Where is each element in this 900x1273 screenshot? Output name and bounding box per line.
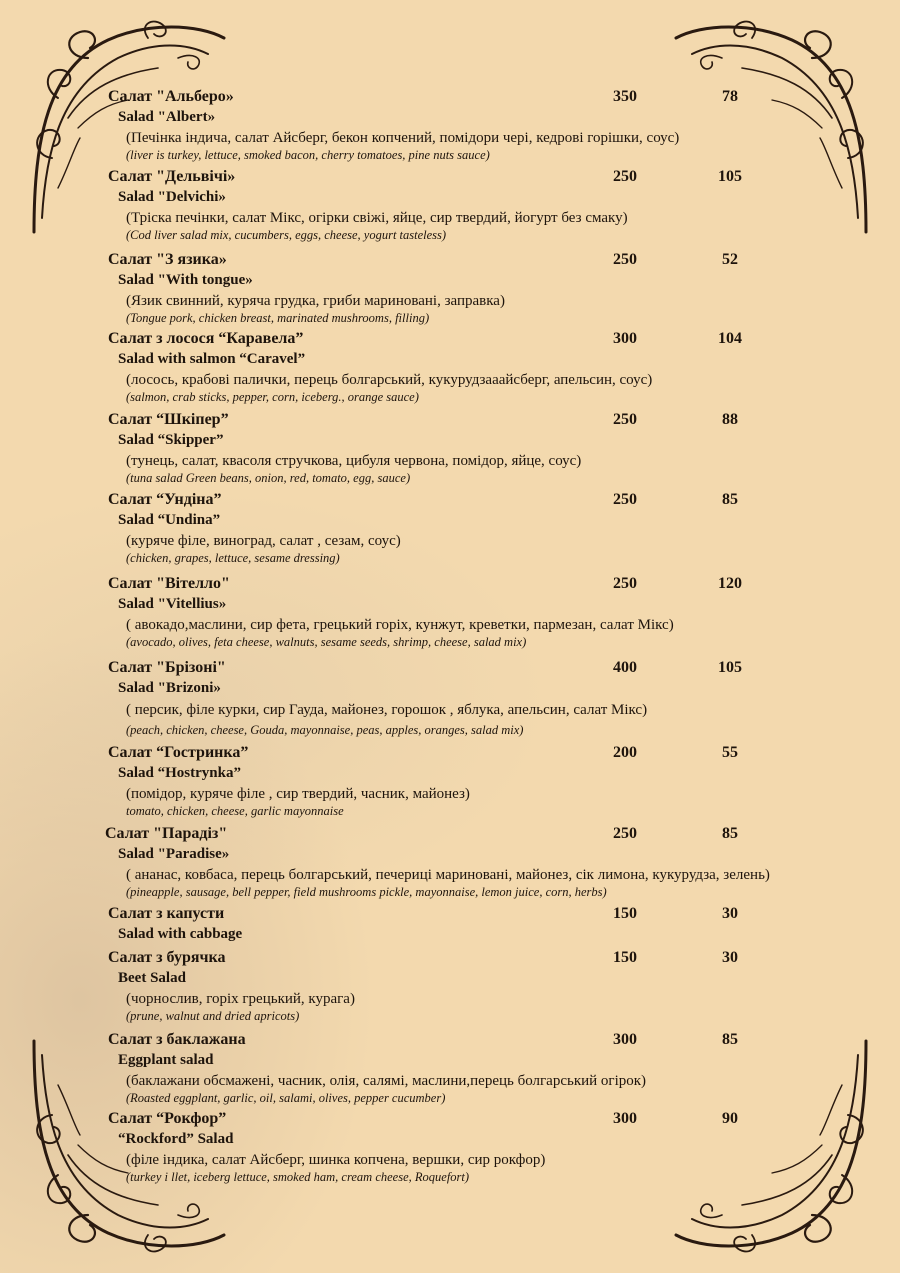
dish-name-english: Salad "Albert» (118, 109, 216, 125)
dish-weight: 300 (613, 330, 637, 347)
dish-price: 85 (722, 825, 738, 842)
dish-name: Салат з бурячка (108, 949, 226, 966)
dish-weight: 300 (613, 1110, 637, 1127)
dish-price: 105 (718, 659, 742, 676)
dish-ingredients: (помідор, куряче філе , сир твердий, часник, майонез) (126, 786, 470, 802)
dish-name-english: Salad "Brizoni» (118, 680, 221, 696)
dish-price: 85 (722, 1031, 738, 1048)
dish-ingredients-english: (Roasted eggplant, garlic, oil, salami, olives, pepper cucumber) (126, 1091, 446, 1105)
dish-price: 30 (722, 905, 738, 922)
dish-name-english: Salad "Delvichi» (118, 189, 226, 205)
dish-ingredients-english: (salmon, crab sticks, pepper, corn, iceberg., orange sauce) (126, 390, 419, 404)
dish-ingredients: (куряче філе, виноград, салат , сезам, соус) (126, 533, 401, 549)
dish-name: Салат “Шкіпер” (108, 411, 229, 428)
dish-ingredients-english: (liver is turkey, lettuce, smoked bacon, cherry tomatoes, pine nuts sauce) (126, 148, 490, 162)
dish-ingredients-english: (prune, walnut and dried apricots) (126, 1009, 300, 1023)
dish-name: Салат "Альберо» (108, 88, 234, 105)
dish-price: 85 (722, 491, 738, 508)
dish-name-english: Salad "With tongue» (118, 272, 253, 288)
dish-weight: 250 (613, 491, 637, 508)
dish-price: 120 (718, 575, 742, 592)
dish-weight: 300 (613, 1031, 637, 1048)
dish-name: Салат з баклажана (108, 1031, 246, 1048)
dish-name-english: Salad with salmon “Caravel” (118, 351, 306, 367)
dish-price: 78 (722, 88, 738, 105)
dish-weight: 150 (613, 949, 637, 966)
dish-name-english: Salad “Skipper” (118, 432, 224, 448)
dish-ingredients: (філе індика, салат Айсберг, шинка копчена, вершки, сир рокфор) (126, 1152, 546, 1168)
dish-weight: 250 (613, 575, 637, 592)
dish-ingredients: (лосось, крабові палички, перець болгарський, кукурудзааайсберг, апельсин, соус) (126, 372, 653, 388)
dish-ingredients-english: (Cod liver salad mix, cucumbers, eggs, cheese, yogurt tasteless) (126, 228, 447, 242)
dish-name: Салат "Брізоні" (108, 659, 226, 676)
dish-name-english: Salad with cabbage (118, 926, 243, 942)
dish-ingredients: (Печінка індича, салат Айсберг, бекон копчений, помідори чері, кедрові горішки, соус) (126, 130, 680, 146)
dish-name-english: Beet Salad (118, 970, 186, 986)
dish-price: 105 (718, 168, 742, 185)
dish-weight: 250 (613, 411, 637, 428)
dish-price: 88 (722, 411, 738, 428)
dish-name-english: Salad “Undina” (118, 512, 221, 528)
dish-weight: 150 (613, 905, 637, 922)
dish-price: 90 (722, 1110, 738, 1127)
dish-price: 104 (718, 330, 742, 347)
dish-ingredients-english: (peach, chicken, cheese, Gouda, mayonnaise, peas, apples, oranges, salad mix) (126, 723, 524, 737)
dish-name: Салат "Парадіз" (105, 825, 228, 842)
dish-weight: 350 (613, 88, 637, 105)
dish-name: Салат “Гостринка” (108, 744, 249, 761)
dish-weight: 250 (613, 168, 637, 185)
dish-ingredients: ( персик, філе курки, сир Гауда, майонез, горошок , яблука, апельсин, салат Мікс) (126, 702, 648, 718)
dish-name: Салат "З язика» (108, 251, 227, 268)
dish-ingredients-english: (avocado, olives, feta cheese, walnuts, sesame seeds, shrimp, cheese, salad mix) (126, 635, 527, 649)
dish-ingredients: (баклажани обсмажені, часник, олія, салямі, маслини,перець болгарський огірок) (126, 1073, 647, 1089)
dish-name-english: Eggplant salad (118, 1052, 214, 1068)
dish-ingredients-english: (turkey i llet, iceberg lettuce, smoked ham, cream cheese, Roquefort) (126, 1170, 470, 1184)
corner-ornament-bottom-right-icon (672, 1035, 872, 1255)
dish-name: Салат з лосося “Каравела” (108, 330, 304, 347)
dish-ingredients: (тунець, салат, квасоля стручкова, цибуля червона, помідор, яйце, соус) (126, 453, 582, 469)
dish-price: 30 (722, 949, 738, 966)
dish-name: Салат "Дельвічі» (108, 168, 236, 185)
dish-name: Салат "Вітелло" (108, 575, 230, 592)
dish-name-english: Salad “Hostrynka” (118, 765, 241, 781)
dish-ingredients-english: (chicken, grapes, lettuce, sesame dressing) (126, 551, 340, 565)
dish-name-english: Salad "Vitellius» (118, 596, 227, 612)
dish-price: 55 (722, 744, 738, 761)
dish-weight: 200 (613, 744, 637, 761)
dish-weight: 250 (613, 825, 637, 842)
dish-name: Салат “Рокфор” (108, 1110, 227, 1127)
dish-weight: 400 (613, 659, 637, 676)
dish-ingredients: (чорнослив, горіх грецький, курага) (126, 991, 355, 1007)
dish-ingredients-english: tomato, chicken, cheese, garlic mayonnaise (126, 804, 344, 818)
dish-name-english: Salad "Paradise» (118, 846, 230, 862)
dish-ingredients: ( авокадо,маслини, сир фета, грецький горіх, кунжут, креветки, пармезан, салат Мікс) (126, 617, 674, 633)
corner-ornament-top-right-icon (672, 18, 872, 238)
dish-ingredients-english: (Tongue pork, chicken breast, marinated mushrooms, filling) (126, 311, 430, 325)
dish-ingredients: (Язик свинний, куряча грудка, гриби мариновані, заправка) (126, 293, 505, 309)
dish-name: Салат з капусти (108, 905, 225, 922)
dish-ingredients: (Тріска печінки, салат Мікс, огірки свіжі, яйце, сир твердий, йогурт без смаку) (126, 210, 628, 226)
dish-ingredients-english: (tuna salad Green beans, onion, red, tomato, egg, sauce) (126, 471, 411, 485)
dish-ingredients-english: (pineapple, sausage, bell pepper, field mushrooms pickle, mayonnaise, lemon juice, corn, herbs) (126, 885, 607, 899)
dish-name: Салат “Ундіна” (108, 491, 222, 508)
dish-weight: 250 (613, 251, 637, 268)
dish-ingredients: ( ананас, ковбаса, перець болгарський, печериці мариновані, майонез, сік лимона, кукурудза, зелень) (126, 867, 770, 883)
dish-name-english: “Rockford” Salad (118, 1131, 234, 1147)
dish-price: 52 (722, 251, 738, 268)
